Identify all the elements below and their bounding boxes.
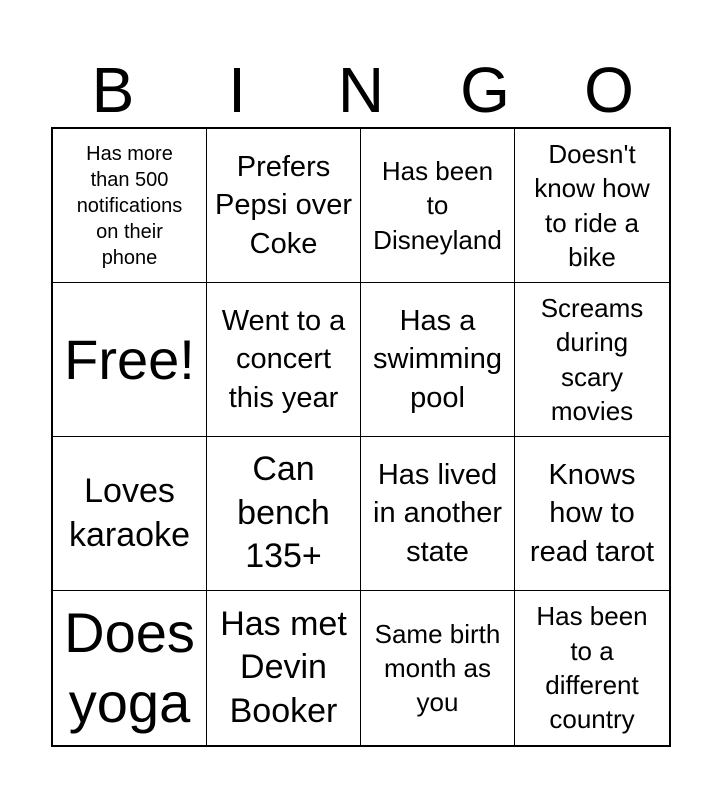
- bingo-cell-text: Can bench 135+: [237, 450, 330, 576]
- bingo-cell-text: Has met Devin Booker: [220, 604, 347, 730]
- bingo-cell[interactable]: [515, 591, 669, 745]
- bingo-cell-text: Screams during scary movies: [540, 292, 644, 426]
- bingo-cell-text: Went to a concert this year: [221, 305, 346, 414]
- bingo-cell-text: Has been to Disneyland: [373, 156, 502, 255]
- bingo-cell[interactable]: [515, 129, 669, 283]
- header-letter-n: N: [337, 54, 385, 126]
- header-letter-o: O: [584, 54, 634, 126]
- bingo-cell[interactable]: [53, 129, 207, 283]
- bingo-cell[interactable]: [361, 129, 515, 283]
- bingo-cell-text: Has been to a different country: [536, 601, 648, 735]
- bingo-cell[interactable]: [361, 283, 515, 437]
- bingo-cell-text: Has a swimming pool: [373, 305, 502, 414]
- bingo-cell-text: Prefers Pepsi over Coke: [214, 151, 352, 260]
- bingo-cell-text: Same birth month as you: [374, 618, 501, 718]
- bingo-cell-text: Has more than 500 notifications on their phone: [76, 142, 183, 269]
- header-letter-g: G: [460, 54, 510, 126]
- bingo-cell[interactable]: [207, 591, 361, 745]
- bingo-cell-free[interactable]: [53, 283, 207, 437]
- bingo-cell[interactable]: [207, 129, 361, 283]
- bingo-cell-text: Does yoga: [64, 601, 195, 734]
- header-letter-i: I: [228, 54, 246, 126]
- bingo-cell[interactable]: [207, 283, 361, 437]
- bingo-header: [51, 52, 671, 128]
- bingo-cell-text: Free!: [64, 327, 195, 391]
- bingo-cell[interactable]: [53, 591, 207, 745]
- bingo-cell-text: Has lived in another state: [373, 459, 502, 568]
- bingo-cell-text: Loves karaoke: [69, 471, 190, 554]
- bingo-cell-text: Doesn't know how to ride a bike: [534, 138, 650, 272]
- bingo-cell[interactable]: [207, 437, 361, 591]
- bingo-cell-text: Knows how to read tarot: [529, 459, 655, 568]
- bingo-board: [51, 127, 671, 747]
- bingo-cell[interactable]: [53, 437, 207, 591]
- bingo-cell[interactable]: [515, 283, 669, 437]
- bingo-cell[interactable]: [361, 591, 515, 745]
- bingo-cell[interactable]: [361, 437, 515, 591]
- header-letter-b: B: [91, 54, 135, 126]
- bingo-cell[interactable]: [515, 437, 669, 591]
